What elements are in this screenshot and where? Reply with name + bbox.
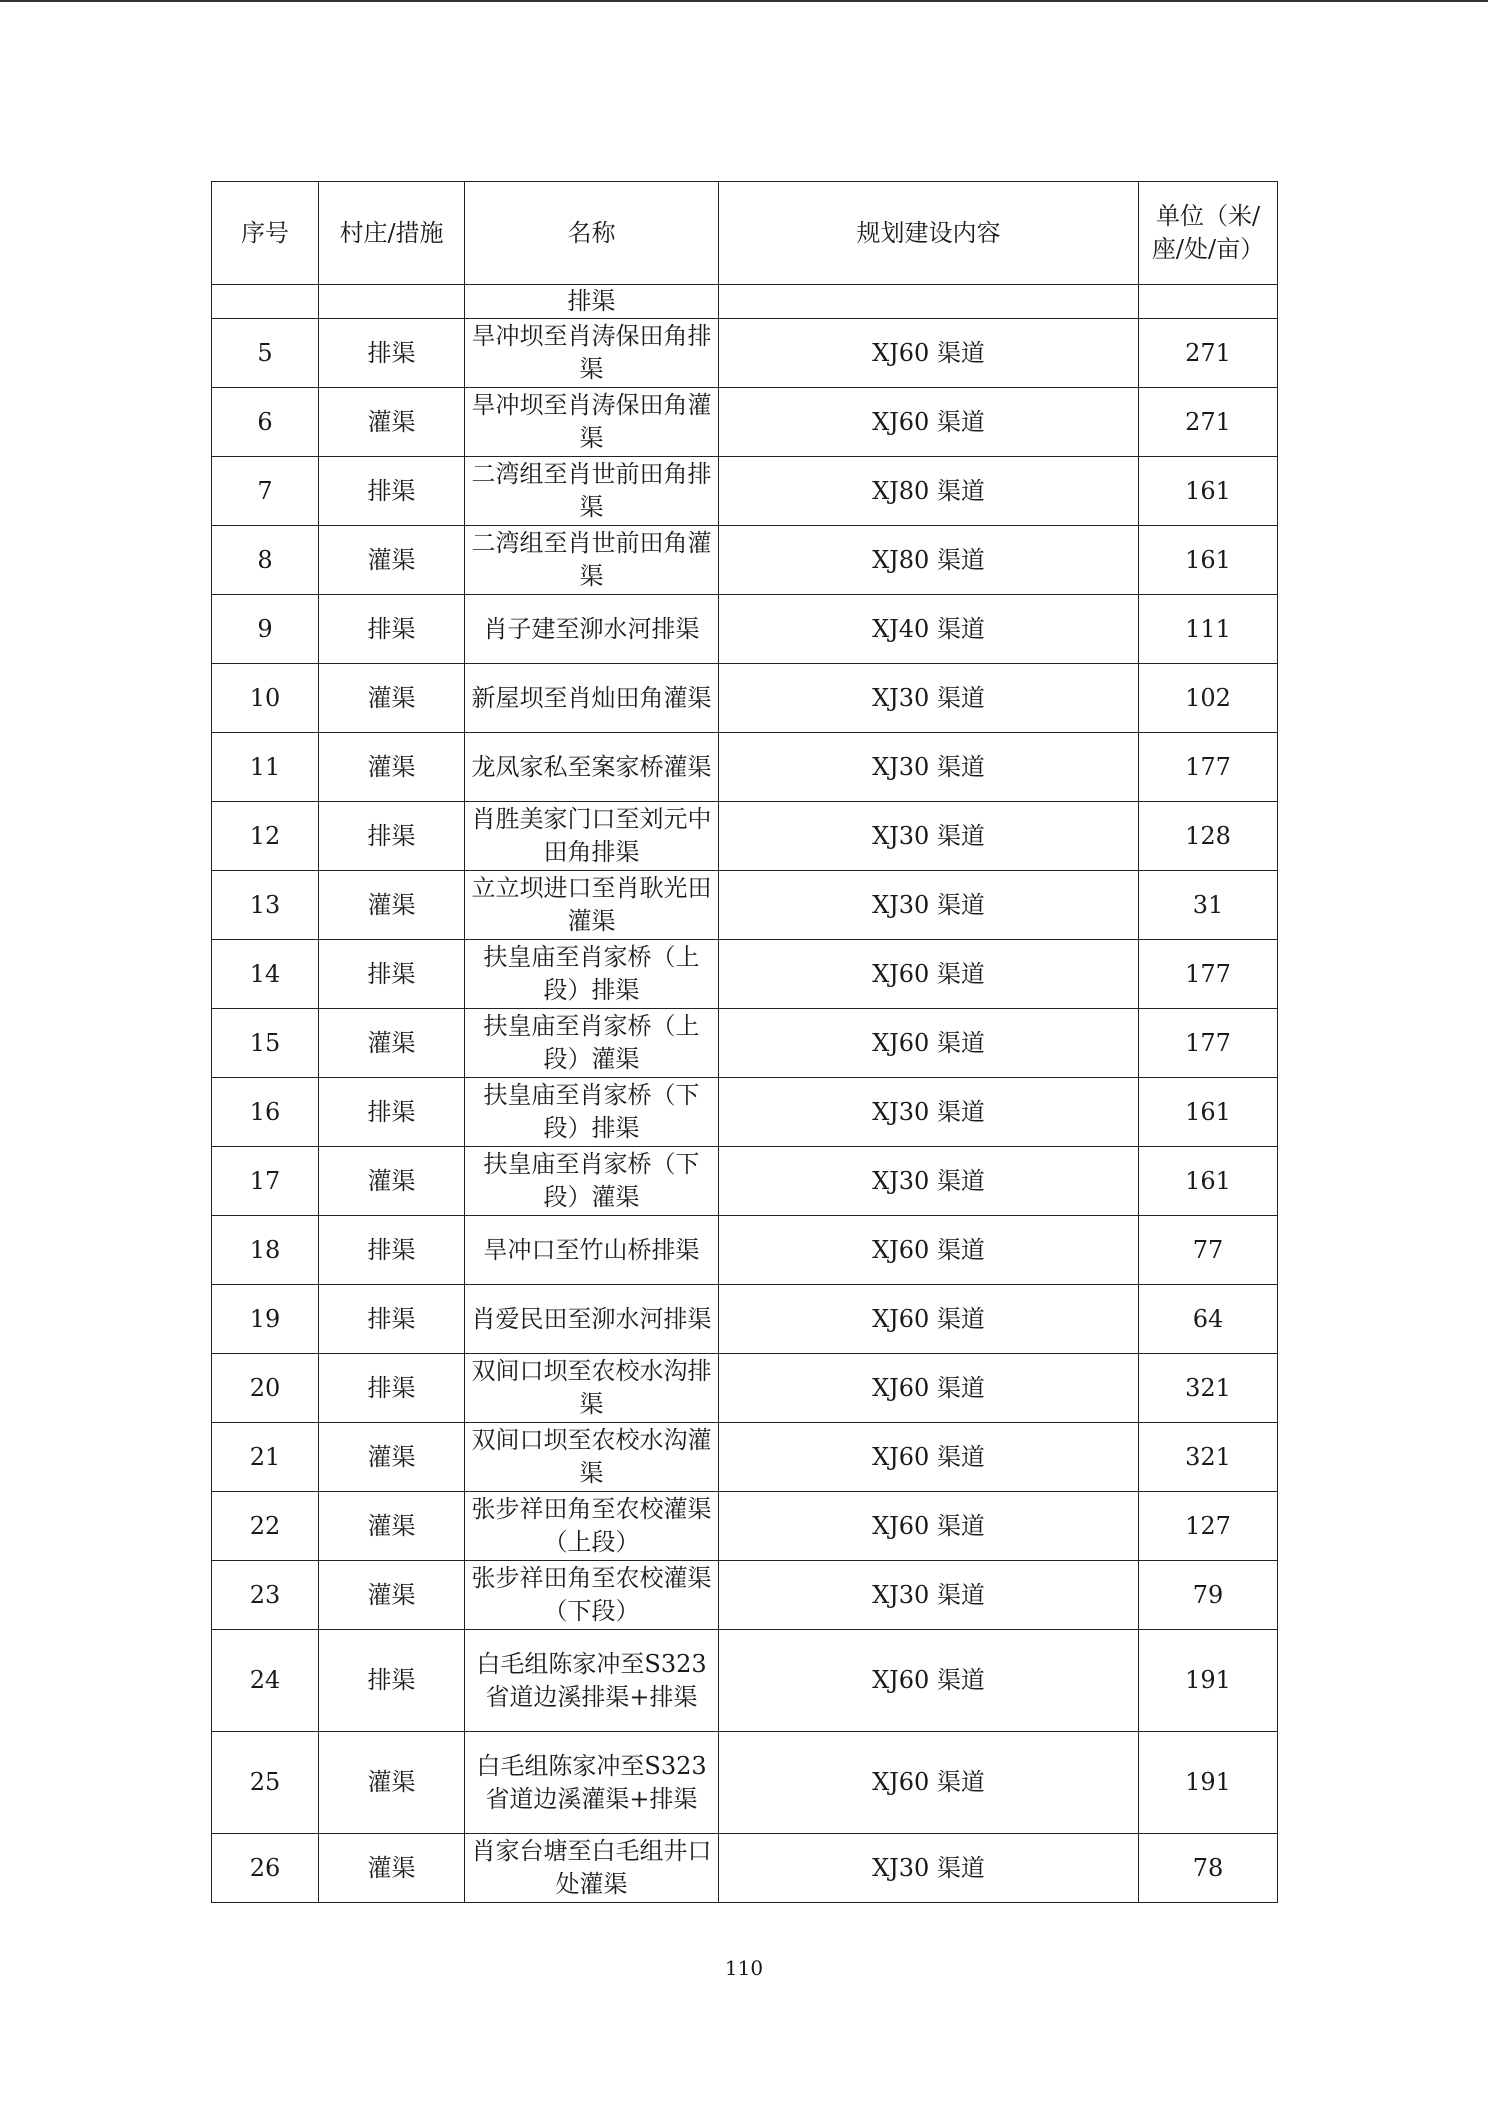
cell-village: 灌渠 (319, 1732, 465, 1834)
cell-content (719, 285, 1139, 319)
cell-index: 15 (212, 1009, 319, 1078)
cell-unit: 177 (1139, 733, 1278, 802)
cell-village: 排渠 (319, 457, 465, 526)
cell-content: XJ30 渠道 (719, 1834, 1139, 1903)
header-unit: 单位（米/座/处/亩） (1139, 182, 1278, 285)
cell-content: XJ30 渠道 (719, 1561, 1139, 1630)
cell-content: XJ60 渠道 (719, 388, 1139, 457)
cell-name: 龙凤家私至案家桥灌渠 (465, 733, 719, 802)
cell-unit: 271 (1139, 388, 1278, 457)
table-row (212, 1423, 1278, 1492)
cell-name: 新屋坝至肖灿田角灌渠 (465, 664, 719, 733)
cell-index (212, 285, 319, 319)
cell-index: 23 (212, 1561, 319, 1630)
cell-village: 灌渠 (319, 871, 465, 940)
cell-name: 双间口坝至农校水沟灌渠 (465, 1423, 719, 1492)
cell-content: XJ30 渠道 (719, 802, 1139, 871)
table-row (212, 802, 1278, 871)
cell-index: 17 (212, 1147, 319, 1216)
cell-content: XJ30 渠道 (719, 733, 1139, 802)
table-body (212, 285, 1278, 1903)
cell-content: XJ60 渠道 (719, 1492, 1139, 1561)
cell-unit: 111 (1139, 595, 1278, 664)
cell-name: 排渠 (465, 285, 719, 319)
table-header (212, 182, 1278, 285)
cell-name: 旱冲坝至肖涛保田角灌渠 (465, 388, 719, 457)
cell-unit: 177 (1139, 1009, 1278, 1078)
cell-index: 20 (212, 1354, 319, 1423)
cell-village: 灌渠 (319, 388, 465, 457)
cell-village: 灌渠 (319, 526, 465, 595)
cell-unit: 191 (1139, 1732, 1278, 1834)
cell-index: 5 (212, 319, 319, 388)
cell-content: XJ60 渠道 (719, 319, 1139, 388)
cell-name: 肖爱民田至泖水河排渠 (465, 1285, 719, 1354)
cell-unit: 31 (1139, 871, 1278, 940)
cell-content: XJ60 渠道 (719, 1354, 1139, 1423)
cell-content: XJ30 渠道 (719, 664, 1139, 733)
cell-content: XJ60 渠道 (719, 1630, 1139, 1732)
cell-unit: 321 (1139, 1354, 1278, 1423)
cell-index: 26 (212, 1834, 319, 1903)
cell-content: XJ80 渠道 (719, 457, 1139, 526)
table-row (212, 457, 1278, 526)
cell-content: XJ60 渠道 (719, 1285, 1139, 1354)
cell-name: 白毛组陈家冲至S323 省道边溪灌渠+排渠 (465, 1732, 719, 1834)
cell-index: 10 (212, 664, 319, 733)
table-row (212, 595, 1278, 664)
header-content: 规划建设内容 (719, 182, 1139, 285)
cell-unit: 271 (1139, 319, 1278, 388)
cell-name: 张步祥田角至农校灌渠（上段） (465, 1492, 719, 1561)
table-row (212, 1561, 1278, 1630)
table-row (212, 664, 1278, 733)
cell-unit: 64 (1139, 1285, 1278, 1354)
cell-content: XJ60 渠道 (719, 1009, 1139, 1078)
cell-unit: 128 (1139, 802, 1278, 871)
cell-unit: 161 (1139, 1078, 1278, 1147)
cell-index: 21 (212, 1423, 319, 1492)
table-row (212, 319, 1278, 388)
cell-content: XJ40 渠道 (719, 595, 1139, 664)
cell-index: 7 (212, 457, 319, 526)
cell-index: 22 (212, 1492, 319, 1561)
cell-content: XJ60 渠道 (719, 1216, 1139, 1285)
cell-index: 6 (212, 388, 319, 457)
cell-unit: 191 (1139, 1630, 1278, 1732)
cell-name: 旱冲口至竹山桥排渠 (465, 1216, 719, 1285)
cell-name: 扶皇庙至肖家桥（上段）灌渠 (465, 1009, 719, 1078)
cell-index: 14 (212, 940, 319, 1009)
cell-unit: 79 (1139, 1561, 1278, 1630)
cell-unit: 177 (1139, 940, 1278, 1009)
table-row (212, 940, 1278, 1009)
cell-unit: 77 (1139, 1216, 1278, 1285)
cell-village: 灌渠 (319, 1009, 465, 1078)
header-index: 序号 (212, 182, 319, 285)
cell-index: 11 (212, 733, 319, 802)
table-row (212, 388, 1278, 457)
table-row (212, 526, 1278, 595)
table-row (212, 1216, 1278, 1285)
cell-index: 16 (212, 1078, 319, 1147)
table-row (212, 1732, 1278, 1834)
table-row (212, 1354, 1278, 1423)
cell-village (319, 285, 465, 319)
cell-name: 二湾组至肖世前田角排渠 (465, 457, 719, 526)
cell-name: 双间口坝至农校水沟排渠 (465, 1354, 719, 1423)
table-row (212, 1492, 1278, 1561)
cell-content: XJ60 渠道 (719, 1423, 1139, 1492)
cell-village: 排渠 (319, 1354, 465, 1423)
cell-name: 扶皇庙至肖家桥（下段）灌渠 (465, 1147, 719, 1216)
cell-village: 灌渠 (319, 1423, 465, 1492)
cell-village: 灌渠 (319, 733, 465, 802)
cell-village: 排渠 (319, 1078, 465, 1147)
cell-unit: 321 (1139, 1423, 1278, 1492)
table-row-continuation (212, 285, 1278, 319)
cell-village: 排渠 (319, 595, 465, 664)
cell-unit: 161 (1139, 1147, 1278, 1216)
cell-content: XJ30 渠道 (719, 871, 1139, 940)
cell-village: 灌渠 (319, 1147, 465, 1216)
cell-name: 扶皇庙至肖家桥（下段）排渠 (465, 1078, 719, 1147)
cell-name: 肖胜美家门口至刘元中田角排渠 (465, 802, 719, 871)
table-row (212, 1630, 1278, 1732)
cell-village: 排渠 (319, 1285, 465, 1354)
cell-index: 9 (212, 595, 319, 664)
cell-name: 扶皇庙至肖家桥（上段）排渠 (465, 940, 719, 1009)
table-row (212, 1285, 1278, 1354)
cell-unit: 161 (1139, 457, 1278, 526)
cell-village: 排渠 (319, 940, 465, 1009)
cell-village: 排渠 (319, 1630, 465, 1732)
header-village: 村庄/措施 (319, 182, 465, 285)
cell-name: 旱冲坝至肖涛保田角排渠 (465, 319, 719, 388)
table-row (212, 1147, 1278, 1216)
cell-name: 二湾组至肖世前田角灌渠 (465, 526, 719, 595)
channel-plan-table (211, 181, 1278, 1903)
page-number: 110 (724, 1956, 764, 1980)
cell-index: 25 (212, 1732, 319, 1834)
cell-name: 张步祥田角至农校灌渠（下段） (465, 1561, 719, 1630)
cell-name: 肖家台塘至白毛组井口处灌渠 (465, 1834, 719, 1903)
cell-village: 排渠 (319, 319, 465, 388)
cell-content: XJ80 渠道 (719, 526, 1139, 595)
cell-unit: 102 (1139, 664, 1278, 733)
table-row (212, 1078, 1278, 1147)
table-row (212, 1009, 1278, 1078)
cell-village: 灌渠 (319, 1834, 465, 1903)
cell-village: 灌渠 (319, 664, 465, 733)
cell-village: 排渠 (319, 1216, 465, 1285)
cell-index: 12 (212, 802, 319, 871)
cell-content: XJ30 渠道 (719, 1078, 1139, 1147)
table-row (212, 733, 1278, 802)
cell-village: 灌渠 (319, 1492, 465, 1561)
cell-index: 24 (212, 1630, 319, 1732)
table-row (212, 1834, 1278, 1903)
cell-content: XJ60 渠道 (719, 940, 1139, 1009)
cell-index: 19 (212, 1285, 319, 1354)
cell-index: 8 (212, 526, 319, 595)
cell-index: 18 (212, 1216, 319, 1285)
cell-name: 白毛组陈家冲至S323 省道边溪排渠+排渠 (465, 1630, 719, 1732)
cell-village: 灌渠 (319, 1561, 465, 1630)
cell-content: XJ60 渠道 (719, 1732, 1139, 1834)
table-row (212, 871, 1278, 940)
header-name: 名称 (465, 182, 719, 285)
cell-unit (1139, 285, 1278, 319)
cell-name: 肖子建至泖水河排渠 (465, 595, 719, 664)
cell-name: 立立坝进口至肖耿光田灌渠 (465, 871, 719, 940)
cell-unit: 161 (1139, 526, 1278, 595)
cell-village: 排渠 (319, 802, 465, 871)
page-top-border (0, 0, 1488, 2)
cell-index: 13 (212, 871, 319, 940)
cell-unit: 78 (1139, 1834, 1278, 1903)
cell-content: XJ30 渠道 (719, 1147, 1139, 1216)
cell-unit: 127 (1139, 1492, 1278, 1561)
